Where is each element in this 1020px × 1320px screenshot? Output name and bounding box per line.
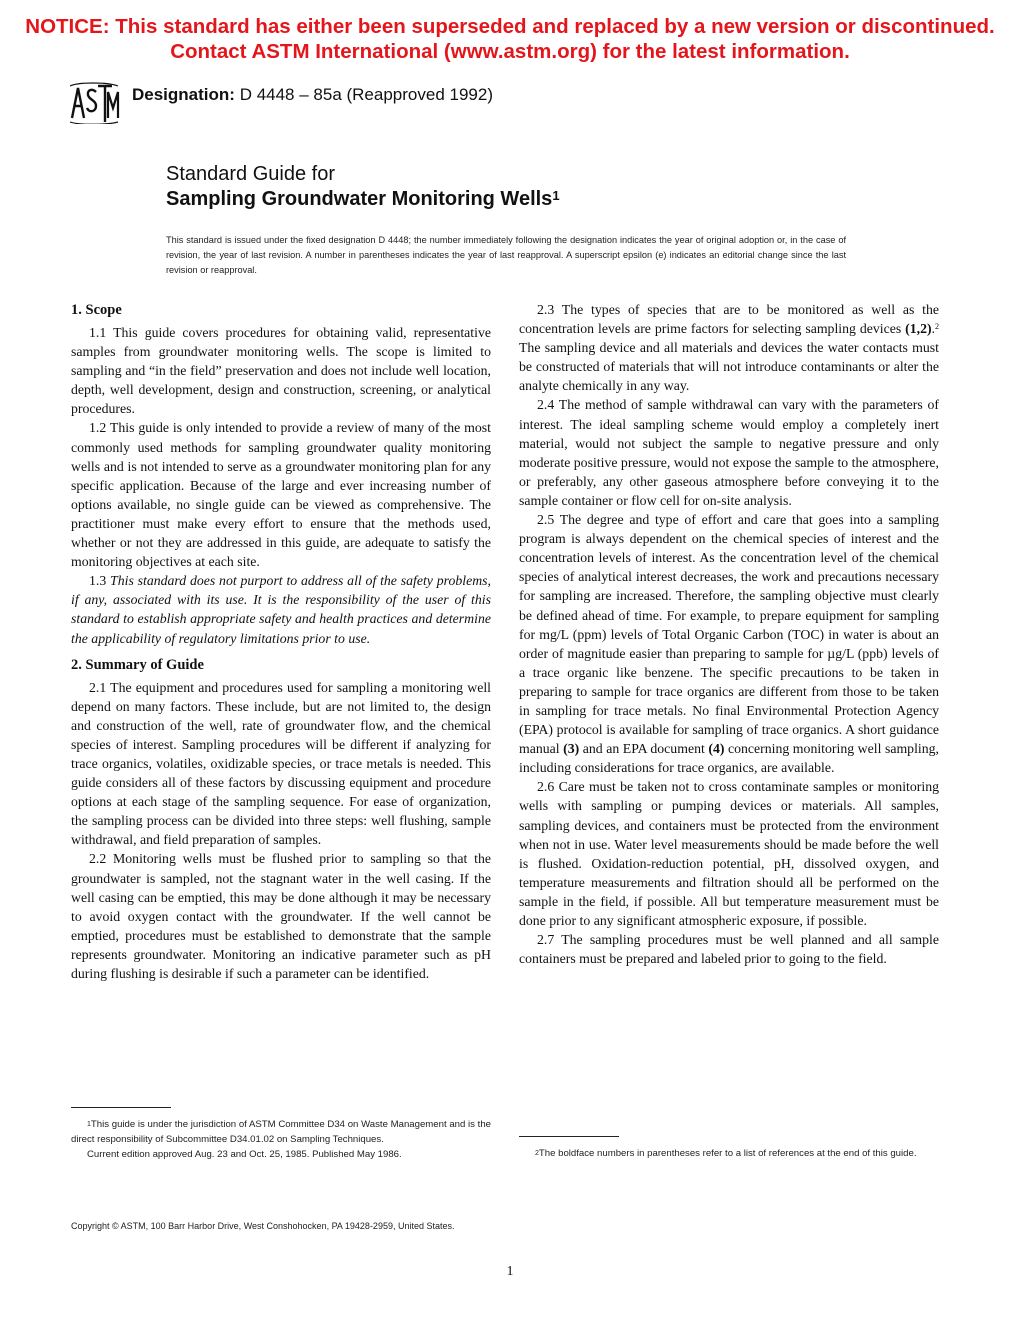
footnote-rule-right [519, 1136, 619, 1137]
astm-logo-icon [68, 80, 120, 124]
paragraph-2-2: 2.2 Monitoring wells must be flushed prior to sampling so that the groundwater is sampled, not the stagnant water in the well casing. If the well casing can be emptied, this may be done although it may be necessary to avoid oxygen contact with the groundwater. If the well cannot be emptied, procedures must be established to demonstrate that the sample represents groundwater. Monitoring an indicative parameter such as pH during flushing is desirable if such a parameter can be identified. [71, 851, 491, 981]
issuance-note: This standard is issued under the fixed designation D 4448; the number immediately following the designation indicates the year of original adoption or, in the case of revision, the year of last revision. A number in parentheses indicates the year of last reapproval. A superscript epsilon (e) indicates an editorial change since the last revision or reapproval. [166, 235, 846, 275]
footnote-1-text: $^1$This guide is under the jurisdiction of ASTM Committee D34 on Waste Management and is the direct responsibility of Subcommittee D34.01.02 on Sampling Techniques. [71, 1119, 491, 1145]
notice-line-1: NOTICE: This standard has either been superseded and replaced by a new version or discontinued. [25, 15, 995, 38]
title-line-1: Standard Guide for [166, 163, 335, 185]
paragraph-2-3: 2.3 The types of species that are to be monitored as well as the concentration levels are prime factors for selecting sampling devices (1,2).$^2$ The sampling device and all materials and devices the water contacts must be constructed of materials that will not introduce contaminants or alter the analyte chemically in any way. [519, 302, 940, 394]
paragraph-1-3: 1.3 This standard does not purport to address all of the safety problems, if any, associated with its use. It is the responsibility of the user of this standard to establish appropriate safety and health practices and determine the applicability of regulatory limitations prior to use. [71, 573, 491, 646]
notice-banner [0, 14, 1020, 64]
left-column [71, 300, 491, 983]
paragraph-2-6: 2.6 Care must be taken not to cross contaminate samples or monitoring wells with sampling or pumping devices or materials. All samples, sampling devices, and containers must be protected from the environment when not in use. Water level measurements should be made before the well is flushed. Oxidation-reduction potential, pH, dissolved oxygen, and temperature measurements and filtration should all be performed on the sample in the field, if possible. All but temperature measurement must be done prior to any significant atmospheric exposure, if possible. [519, 779, 939, 928]
paragraph-2-5: 2.5 The degree and type of effort and care that goes into a sampling program is always dependent on the chemical species of interest and the concentration levels of interest. As the concentration level of the chemical species of analytical interest decreases, the work and precautions necessary for sampling are increased. Therefore, the sampling objective must clearly be defined ahead of time. For example, to prepare equipment for sampling for mg/L (ppm) levels of Total Organic Carbon (TOC) in water is about an order of magnitude easier than preparing to sample for µg/L (ppb) levels of a trace organic like benzene. The specific precautions to be taken in preparing to sample for trace organics are different from those to be taken in sampling for trace metals. No final Environmental Protection Agency (EPA) protocol is available for sampling of trace organics. A short guidance manual (3) and an EPA document (4) concerning monitoring well sampling, including considerations for trace organics, are available. [519, 512, 939, 776]
right-column [519, 300, 939, 968]
scope-heading: 1. Scope [71, 302, 122, 318]
notice-line-2: Contact ASTM International (www.astm.org) for the latest information. [170, 40, 850, 63]
designation-value: D 4448 – 85a (Reapproved 1992) [239, 85, 493, 104]
paragraph-2-7: 2.7 The sampling procedures must be well planned and all sample containers must be prepared and labeled prior to going to the field. [519, 932, 939, 967]
paragraph-2-1: 2.1 The equipment and procedures used for sampling a monitoring well depend on many factors. These include, but are not limited to, the design and construction of the well, rate of groundwater flow, and the chemical species of interest. Sampling procedures will be different if analyzing for trace organics, volatiles, oxidizable species, or trace metals is needed. This guide considers all of these factors by discussing equipment and procedure options at each stage of the sampling sequence. For ease of organization, the sampling process can be divided into three steps: well flushing, sample withdrawal, and field preparation of samples. [71, 679, 491, 848]
copyright: Copyright © ASTM, 100 Barr Harbor Drive, West Conshohocken, PA 19428-2959, United States. [71, 1221, 455, 1231]
title-footnote-ref: 1 [552, 188, 560, 203]
summary-heading: 2. Summary of Guide [71, 656, 204, 673]
paragraph-1-1: 1.1 This guide covers procedures for obtaining valid, representative samples from groundwater monitoring wells. The scope is limited to sampling and “in the field” preservation and does not include well location, depth, well development, design and construction, screening, or analytical procedures. [71, 325, 491, 417]
page-number: 1 [506, 1264, 514, 1279]
footnote-1 [71, 1117, 491, 1162]
title-line-2: Sampling Groundwater Monitoring Wells$^1$ [166, 188, 560, 210]
footnote-2-text: $^2$The boldface numbers in parentheses refer to a list of references at the end of this guide. [535, 1148, 917, 1159]
document-title [166, 162, 560, 212]
footnote-rule-left [71, 1107, 171, 1108]
footnote-1-current-edition: Current edition approved Aug. 23 and Oct. 25, 1985. Published May 1986. [87, 1149, 402, 1160]
designation-label: Designation: [132, 85, 235, 104]
designation [132, 84, 493, 106]
footnote-2 [519, 1146, 939, 1161]
paragraph-1-2: 1.2 This guide is only intended to provide a review of many of the most commonly used methods for sampling groundwater quality monitoring wells and is not intended to serve as a groundwater monitoring plan for any specific application. Because of the large and ever increasing number of options available, no single guide can be viewed as comprehensive. The practitioner must make every effort to ensure that the methods used, whether or not they are addressed in this guide, are adequate to satisfy the monitoring objectives at each site. [71, 420, 491, 570]
paragraph-2-4: 2.4 The method of sample withdrawal can vary with the parameters of interest. The ideal sampling scheme would employ a completely inert material, would not subject the sample to negative pressure and only moderate positive pressure, would not expose the sample to the atmosphere, or preferably, any other gaseous atmosphere before conveying it to the sample container or flow cell for on-site analysis. [519, 397, 939, 508]
